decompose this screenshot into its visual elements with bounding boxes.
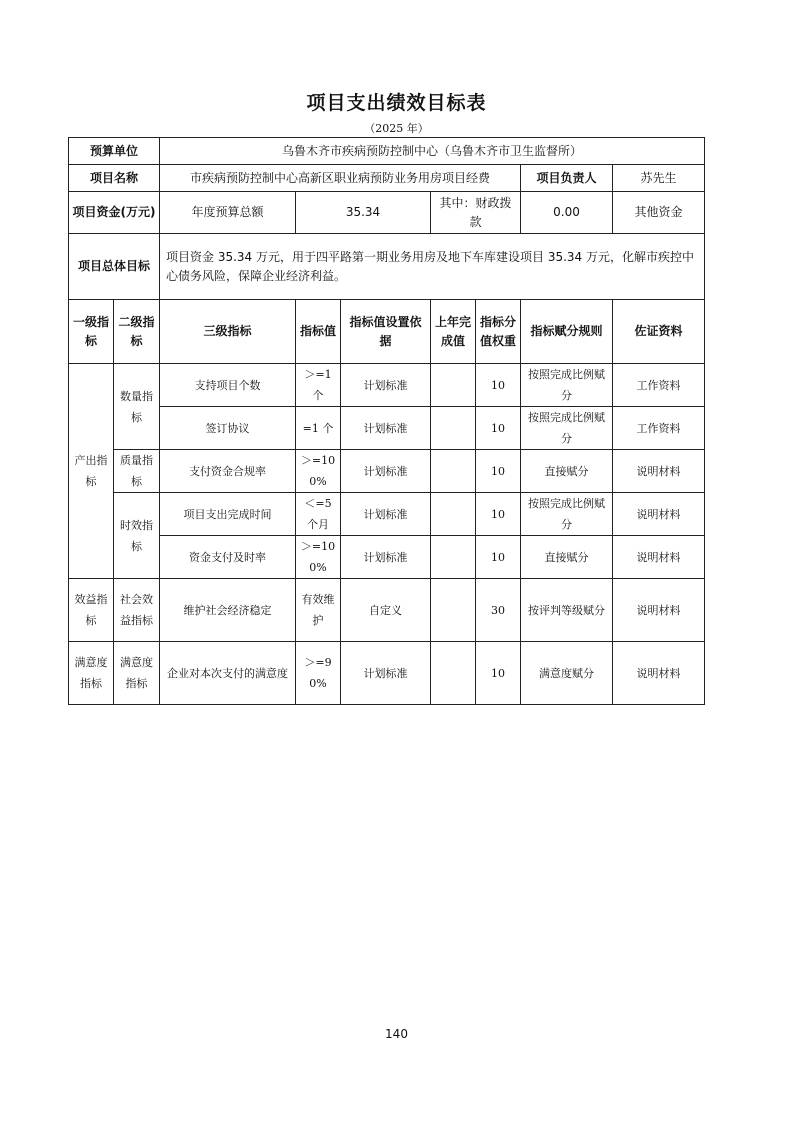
- row-evidence: 工作资料: [613, 364, 705, 407]
- group-quantity: 数量指标: [114, 364, 160, 450]
- annual-budget-label: 年度预算总额: [160, 192, 296, 234]
- row-rule: 直接赋分: [521, 536, 613, 579]
- row-prev: [431, 536, 476, 579]
- row-prev: [431, 579, 476, 642]
- row-weight: 10: [476, 493, 521, 536]
- row-value: ＞=100%: [296, 450, 341, 493]
- row-rule: 满意度赋分: [521, 642, 613, 705]
- row-prev: [431, 364, 476, 407]
- row-name: 资金支付及时率: [160, 536, 296, 579]
- performance-target-table: [68, 137, 705, 705]
- row-weight: 10: [476, 364, 521, 407]
- row-evidence: 说明材料: [613, 579, 705, 642]
- header-rule: 指标赋分规则: [521, 300, 613, 364]
- row-rule: 按评判等级赋分: [521, 579, 613, 642]
- row-basis: 自定义: [341, 579, 431, 642]
- header-prev: 上年完成值: [431, 300, 476, 364]
- row-name: 项目支出完成时间: [160, 493, 296, 536]
- year-label: （2025 年）: [364, 122, 429, 135]
- row-rule: 按照完成比例赋分: [521, 407, 613, 450]
- project-leader-label: 项目负责人: [521, 165, 613, 192]
- header-level2: 二级指标: [114, 300, 160, 364]
- row-value: ＞=90%: [296, 642, 341, 705]
- group-quality: 质量指标: [114, 450, 160, 493]
- fiscal-value: 0.00: [521, 192, 613, 234]
- group-benefit: 效益指标: [69, 579, 114, 642]
- row-evidence: 说明材料: [613, 493, 705, 536]
- row-basis: 计划标准: [341, 536, 431, 579]
- header-weight: 指标分值权重: [476, 300, 521, 364]
- row-value: 有效维护: [296, 579, 341, 642]
- row-evidence: 说明材料: [613, 536, 705, 579]
- row-value: ＜=5个月: [296, 493, 341, 536]
- row-rule: 按照完成比例赋分: [521, 493, 613, 536]
- fiscal-label: 其中：财政拨款: [431, 192, 521, 234]
- group-social-benefit: 社会效益指标: [114, 579, 160, 642]
- row-name: 维护社会经济稳定: [160, 579, 296, 642]
- row-evidence: 说明材料: [613, 450, 705, 493]
- row-value: =1 个: [296, 407, 341, 450]
- row-basis: 计划标准: [341, 642, 431, 705]
- row-rule: 直接赋分: [521, 450, 613, 493]
- header-basis: 指标值设置依据: [341, 300, 431, 364]
- budget-unit-value: 乌鲁木齐市疾病预防控制中心（乌鲁木齐市卫生监督所）: [160, 138, 705, 165]
- row-name: 支付资金合规率: [160, 450, 296, 493]
- other-funds-label: 其他资金: [613, 192, 705, 234]
- row-name: 支持项目个数: [160, 364, 296, 407]
- header-value: 指标值: [296, 300, 341, 364]
- row-name: 签订协议: [160, 407, 296, 450]
- overall-target-label: 项目总体目标: [69, 234, 160, 300]
- group-output: 产出指标: [69, 364, 114, 579]
- row-value: ＞=100%: [296, 536, 341, 579]
- row-weight: 10: [476, 642, 521, 705]
- row-weight: 10: [476, 407, 521, 450]
- overall-target-text: 项目资金 35.34 万元，用于四平路第一期业务用房及地下车库建设项目 35.34 万元，化解市疾控中心债务风险，保障企业经济利益。: [160, 234, 705, 300]
- project-funds-label: 项目资金(万元): [69, 192, 160, 234]
- project-name-value: 市疾病预防控制中心高新区职业病预防业务用房项目经费: [160, 165, 521, 192]
- row-prev: [431, 493, 476, 536]
- group-satisfaction: 满意度指标: [69, 642, 114, 705]
- row-prev: [431, 407, 476, 450]
- header-level3: 三级指标: [160, 300, 296, 364]
- page-title: 项目支出绩效目标表: [306, 92, 487, 114]
- row-basis: 计划标准: [341, 407, 431, 450]
- row-prev: [431, 642, 476, 705]
- row-prev: [431, 450, 476, 493]
- annual-budget-value: 35.34: [296, 192, 431, 234]
- budget-unit-label: 预算单位: [69, 138, 160, 165]
- row-weight: 10: [476, 536, 521, 579]
- row-basis: 计划标准: [341, 450, 431, 493]
- header-level1: 一级指标: [69, 300, 114, 364]
- row-weight: 30: [476, 579, 521, 642]
- group-timeliness: 时效指标: [114, 493, 160, 579]
- row-name: 企业对本次支付的满意度: [160, 642, 296, 705]
- header-evidence: 佐证资料: [613, 300, 705, 364]
- row-evidence: 工作资料: [613, 407, 705, 450]
- row-evidence: 说明材料: [613, 642, 705, 705]
- row-weight: 10: [476, 450, 521, 493]
- group-satisfaction-sub: 满意度指标: [114, 642, 160, 705]
- page-number: 140: [385, 1027, 408, 1041]
- row-basis: 计划标准: [341, 493, 431, 536]
- row-rule: 按照完成比例赋分: [521, 364, 613, 407]
- row-value: ＞=1个: [296, 364, 341, 407]
- project-leader-value: 苏先生: [613, 165, 705, 192]
- row-basis: 计划标准: [341, 364, 431, 407]
- project-name-label: 项目名称: [69, 165, 160, 192]
